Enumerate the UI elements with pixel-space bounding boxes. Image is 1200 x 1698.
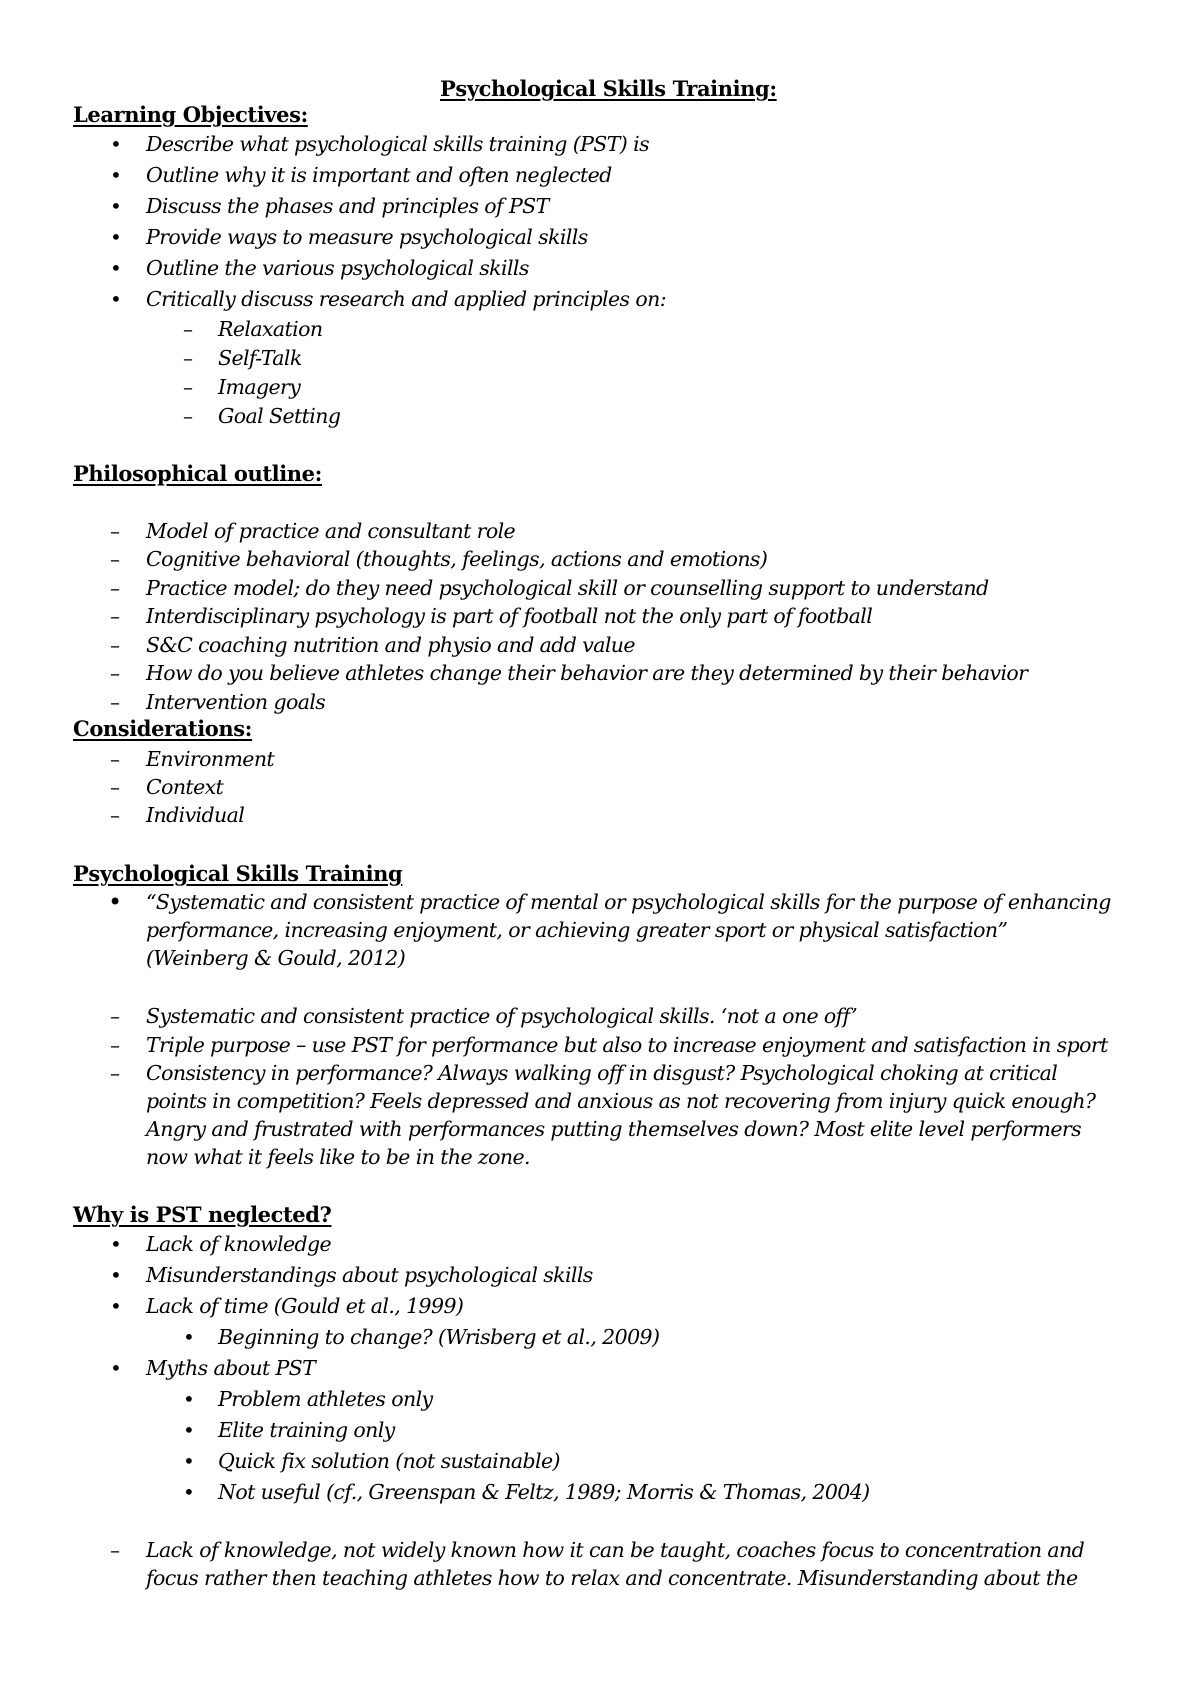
dash-icon [110,576,120,600]
philosophical-heading: Philosophical outline: [73,461,322,486]
pst-dash-line: Angry and frustrated with performances putting themselves down? Most elite level performers [146,1117,1082,1141]
dash-icon [110,775,120,799]
objective-subitem: Relaxation [218,317,323,341]
neglected-subitem: Beginning to change? (Wrisberg et al., 2009) [218,1325,660,1349]
pst-dash-line: Consistency in performance? Always walking off in disgust? Psychological choking at critical [146,1061,1058,1085]
dash-icon [110,661,120,685]
considerations-heading: Considerations: [73,716,253,741]
bullet-icon [110,163,122,187]
objective-item: Outline why it is important and often neglected [146,163,612,187]
neglected-subitem: Not useful (cf., Greenspan & Feltz, 1989; Morris & Thomas, 2004) [218,1480,870,1504]
neglected-item: Lack of knowledge [146,1232,332,1256]
objective-item: Describe what psychological skills training (PST) is [146,132,649,156]
neglected-subitem: Quick fix solution (not sustainable) [218,1449,560,1473]
bullet-icon [183,1480,195,1504]
bullet-icon [183,1449,195,1473]
neglected-dash-line: Lack of knowledge, not widely known how it can be taught, coaches focus to concentration and [146,1538,1085,1562]
objective-item: Discuss the phases and principles of PST [146,194,549,218]
bullet-icon [110,225,122,249]
objective-subitem: Imagery [218,375,301,399]
neglected-subitem: Elite training only [218,1418,395,1442]
philosophical-item: Intervention goals [146,690,326,714]
dash-icon [110,1061,120,1085]
pst-quote-line: performance, increasing enjoyment, or achieving greater sport or physical satisfaction” [146,918,1008,942]
pst-dash-line: points in competition? Feels depressed and anxious as not recovering from injury quick enough? [146,1089,1096,1113]
dash-icon [110,690,120,714]
objective-subitem: Goal Setting [218,404,341,428]
bullet-icon [110,1356,122,1380]
neglected-item: Lack of time (Gould et al., 1999) [146,1294,464,1318]
neglected-subitem: Problem athletes only [218,1387,433,1411]
pst-quote-line: “Systematic and consistent practice of mental or psychological skills for the purpose of enhancing [146,890,1111,914]
bullet-icon [108,890,122,914]
pst-dash-item: Triple purpose – use PST for performance but also to increase enjoyment and satisfaction in sport [146,1033,1108,1057]
bullet-icon [110,1263,122,1287]
bullet-icon [183,1418,195,1442]
philosophical-item: How do you believe athletes change their behavior are they determined by their behavior [146,661,1028,685]
dash-icon [110,604,120,628]
bullet-icon [110,132,122,156]
consideration-item: Context [146,775,224,799]
philosophical-item: S&C coaching nutrition and physio and add value [146,633,635,657]
dash-icon [110,1538,120,1562]
dash-icon [183,375,193,399]
neglected-item: Misunderstandings about psychological skills [146,1263,593,1287]
philosophical-item: Practice model; do they need psychological skill or counselling support to understand [146,576,989,600]
philosophical-item: Cognitive behavioral (thoughts, feelings, actions and emotions) [146,547,768,571]
pst-heading: Psychological Skills Training [73,861,403,886]
dash-icon [110,747,120,771]
objective-item: Provide ways to measure psychological skills [146,225,588,249]
bullet-icon [110,194,122,218]
pst-quote-line: (Weinberg & Gould, 2012) [146,946,406,970]
bullet-icon [110,287,122,311]
dash-icon [110,803,120,827]
dash-icon [110,519,120,543]
neglected-dash-line: focus rather then teaching athletes how to relax and concentrate. Misunderstanding about the [146,1566,1078,1590]
learning-objectives-heading: Learning Objectives: [73,102,308,127]
bullet-icon [110,1232,122,1256]
objective-subitem: Self-Talk [218,346,302,370]
dash-icon [183,317,193,341]
bullet-icon [110,256,122,280]
bullet-icon [110,1294,122,1318]
dash-icon [110,633,120,657]
page-title: Psychological Skills Training: [440,76,777,101]
pst-dash-line: now what it feels like to be in the zone. [146,1145,530,1169]
dash-icon [110,1004,120,1028]
dash-icon [183,346,193,370]
neglected-item: Myths about PST [146,1356,316,1380]
dash-icon [110,1033,120,1057]
objective-item: Outline the various psychological skills [146,256,529,280]
bullet-icon [183,1325,195,1349]
dash-icon [110,547,120,571]
dash-icon [183,404,193,428]
philosophical-item: Model of practice and consultant role [146,519,516,543]
consideration-item: Individual [146,803,245,827]
bullet-icon [183,1387,195,1411]
consideration-item: Environment [146,747,275,771]
neglected-heading: Why is PST neglected? [73,1202,332,1227]
objective-item: Critically discuss research and applied principles on: [146,287,667,311]
philosophical-item: Interdisciplinary psychology is part of football not the only part of football [146,604,873,628]
pst-dash-item: Systematic and consistent practice of psychological skills. ‘not a one off’ [146,1004,858,1028]
